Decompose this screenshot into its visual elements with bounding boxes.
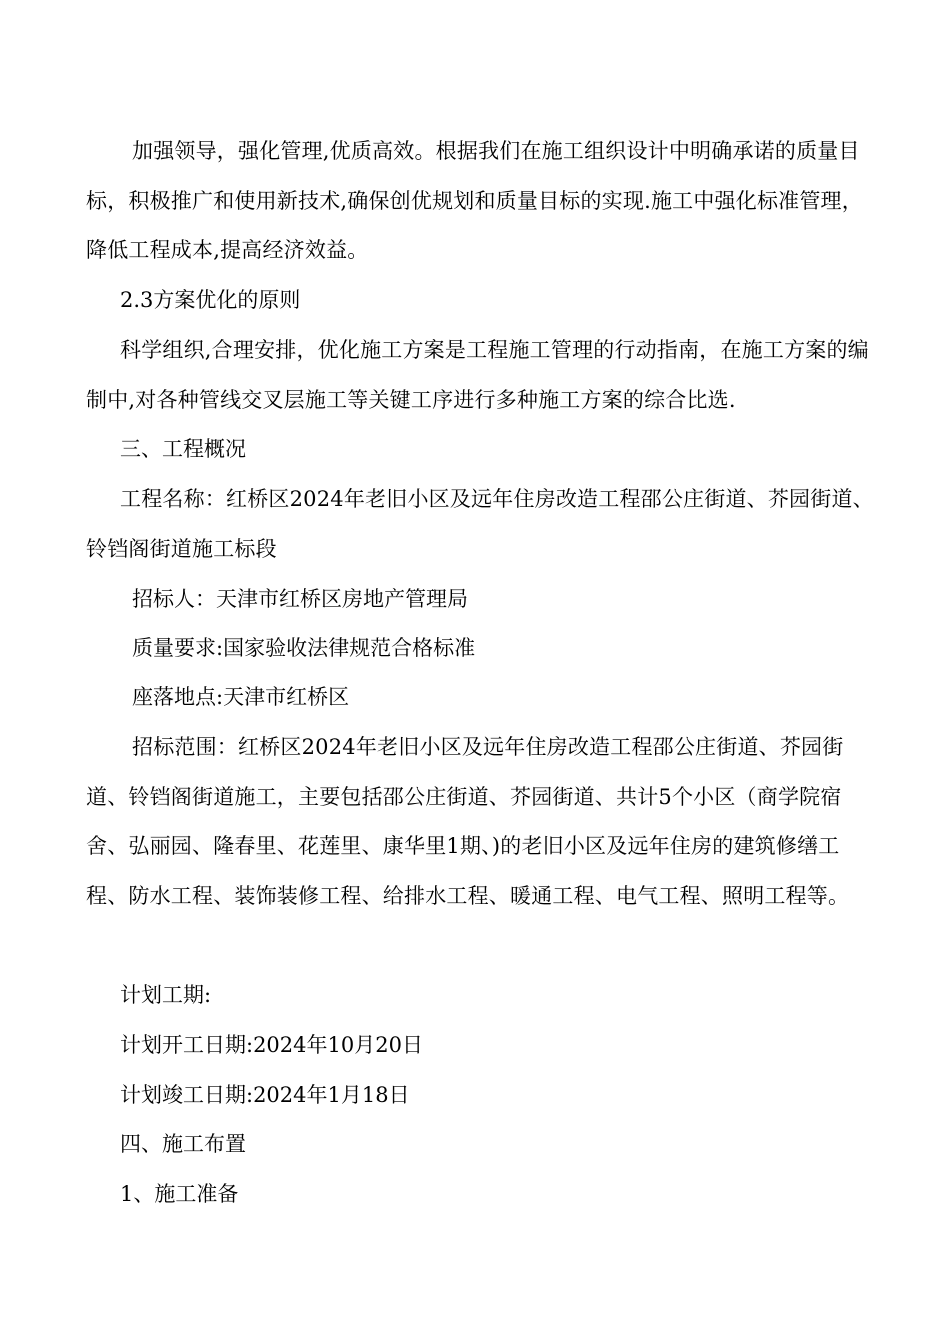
- paragraph-management: 加强领导，强化管理,优质高效。根据我们在施工组织设计中明确承诺的质量目标，积极推广和使用新技术,确保创优规划和质量目标的实现.施工中强化标准管理，降低工程成本,提高经济效益。: [86, 139, 863, 263]
- heading-section-3: 三、工程概况: [120, 437, 246, 461]
- tender-scope: 招标范围：红桥区2024年老旧小区及远年住房改造工程邵公庄街道、芥园街道、铃铛阁街道施工，主要包括邵公庄街道、芥园街道、共计5个小区（商学院宿舍、弘丽园、隆春里、花莲里、康华里1期、)的老旧小区及远年住房的建筑修缮工程、防水工程、装饰装修工程、给排水工程、暖通工程、电气工程、照明工程等。: [86, 735, 850, 908]
- project-name: 工程名称：红桥区2024年老旧小区及远年住房改造工程邵公庄街道、芥园街道、铃铛阁街道施工标段: [86, 487, 874, 561]
- schedule-label: 计划工期:: [120, 983, 212, 1007]
- start-date: 计划开工日期:2024年10月20日: [120, 1033, 423, 1057]
- heading-4-1: 1、施工准备: [120, 1182, 239, 1206]
- quality-requirement: 质量要求:国家验收法律规范合格标准: [132, 636, 476, 660]
- heading-section-4: 四、施工布置: [120, 1132, 246, 1156]
- heading-2-3: 2.3方案优化的原则: [120, 288, 301, 312]
- tenderer: 招标人：天津市红桥区房地产管理局: [132, 587, 468, 611]
- end-date: 计划竣工日期:2024年1月18日: [120, 1083, 410, 1107]
- paragraph-optimization: 科学组织,合理安排，优化施工方案是工程施工管理的行动指南，在施工方案的编制中,对各种管线交叉层施工等关键工序进行多种施工方案的综合比选.: [86, 338, 869, 412]
- location: 座落地点:天津市红桥区: [132, 685, 350, 709]
